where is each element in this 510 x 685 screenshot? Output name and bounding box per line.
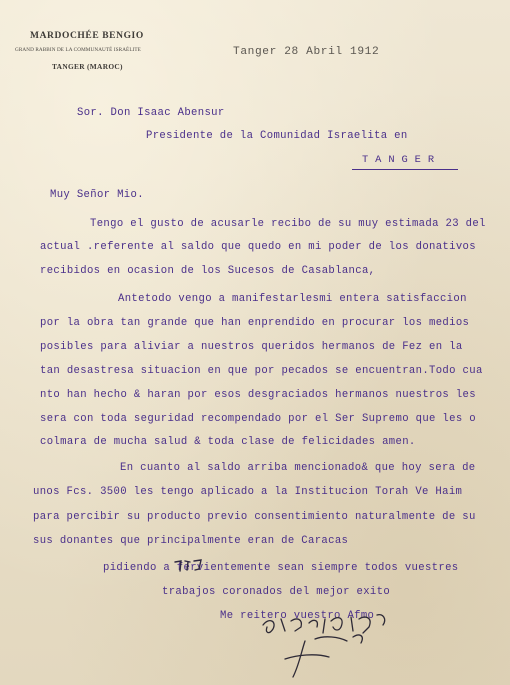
body-line: posibles para aliviar a nuestros queridos hermanos de Fez en la	[40, 341, 463, 353]
body-line: sus donantes que principalmente eran de Caracas	[33, 535, 349, 547]
body-line: Tengo el gusto de acusarle recibo de su muy estimada 23 del	[90, 218, 486, 230]
salutation: Muy Señor Mio.	[50, 189, 144, 201]
addressee-city-underline	[352, 169, 458, 170]
closing-line: Me reitero vuestro Afmo	[220, 610, 375, 622]
letterhead-subtitle: GRAND RABBIN DE LA COMMUNAUTÉ ISRAÉLITE	[15, 47, 141, 53]
body-line: En cuanto al saldo arriba mencionado& que hoy sera de	[120, 462, 476, 474]
addressee-name: Sor. Don Isaac Abensur	[77, 107, 225, 119]
body-line: unos Fcs. 3500 les tengo aplicado a la Institucion Torah Ve Haim	[33, 486, 463, 498]
body-line: para percibir su producto previo consentimiento naturalmente de su	[33, 511, 476, 523]
body-line: trabajos coronados del mejor exito	[162, 586, 391, 598]
body-line: pidiendo a fervientemente sean siempre todos vuestres	[103, 562, 459, 574]
body-line: actual .referente al saldo que quedo en mi poder de los donativos	[40, 241, 476, 253]
addressee-title: Presidente de la Comunidad Israelita en	[146, 130, 408, 142]
body-line: tan desastresa situacion en que por pecados se encuentran.Todo cua	[40, 365, 483, 377]
letterhead-name: MARDOCHÉE BENGIO	[30, 31, 144, 41]
letter-date: Tanger 28 Abril 1912	[233, 46, 380, 58]
handwritten-signature	[255, 603, 405, 681]
addressee-city: T A N G E R	[362, 154, 435, 166]
body-line: por la obra tan grande que han enprendido en procurar los medios	[40, 317, 470, 329]
body-line: recibidos en ocasion de los Sucesos de Casablanca,	[40, 265, 376, 277]
letterhead-city: TANGER (MAROC)	[52, 62, 123, 71]
body-line: colmara de mucha salud & toda clase de felicidades amen.	[40, 436, 416, 448]
handwritten-insertion	[172, 557, 206, 575]
body-line: Antetodo vengo a manifestarlesmi entera satisfaccion	[118, 293, 467, 305]
body-line: sera con toda seguridad recompendado por el Ser Supremo que les o	[40, 413, 476, 425]
body-line: nto han hecho & haran por esos desgraciados hermanos nuestros les	[40, 389, 476, 401]
